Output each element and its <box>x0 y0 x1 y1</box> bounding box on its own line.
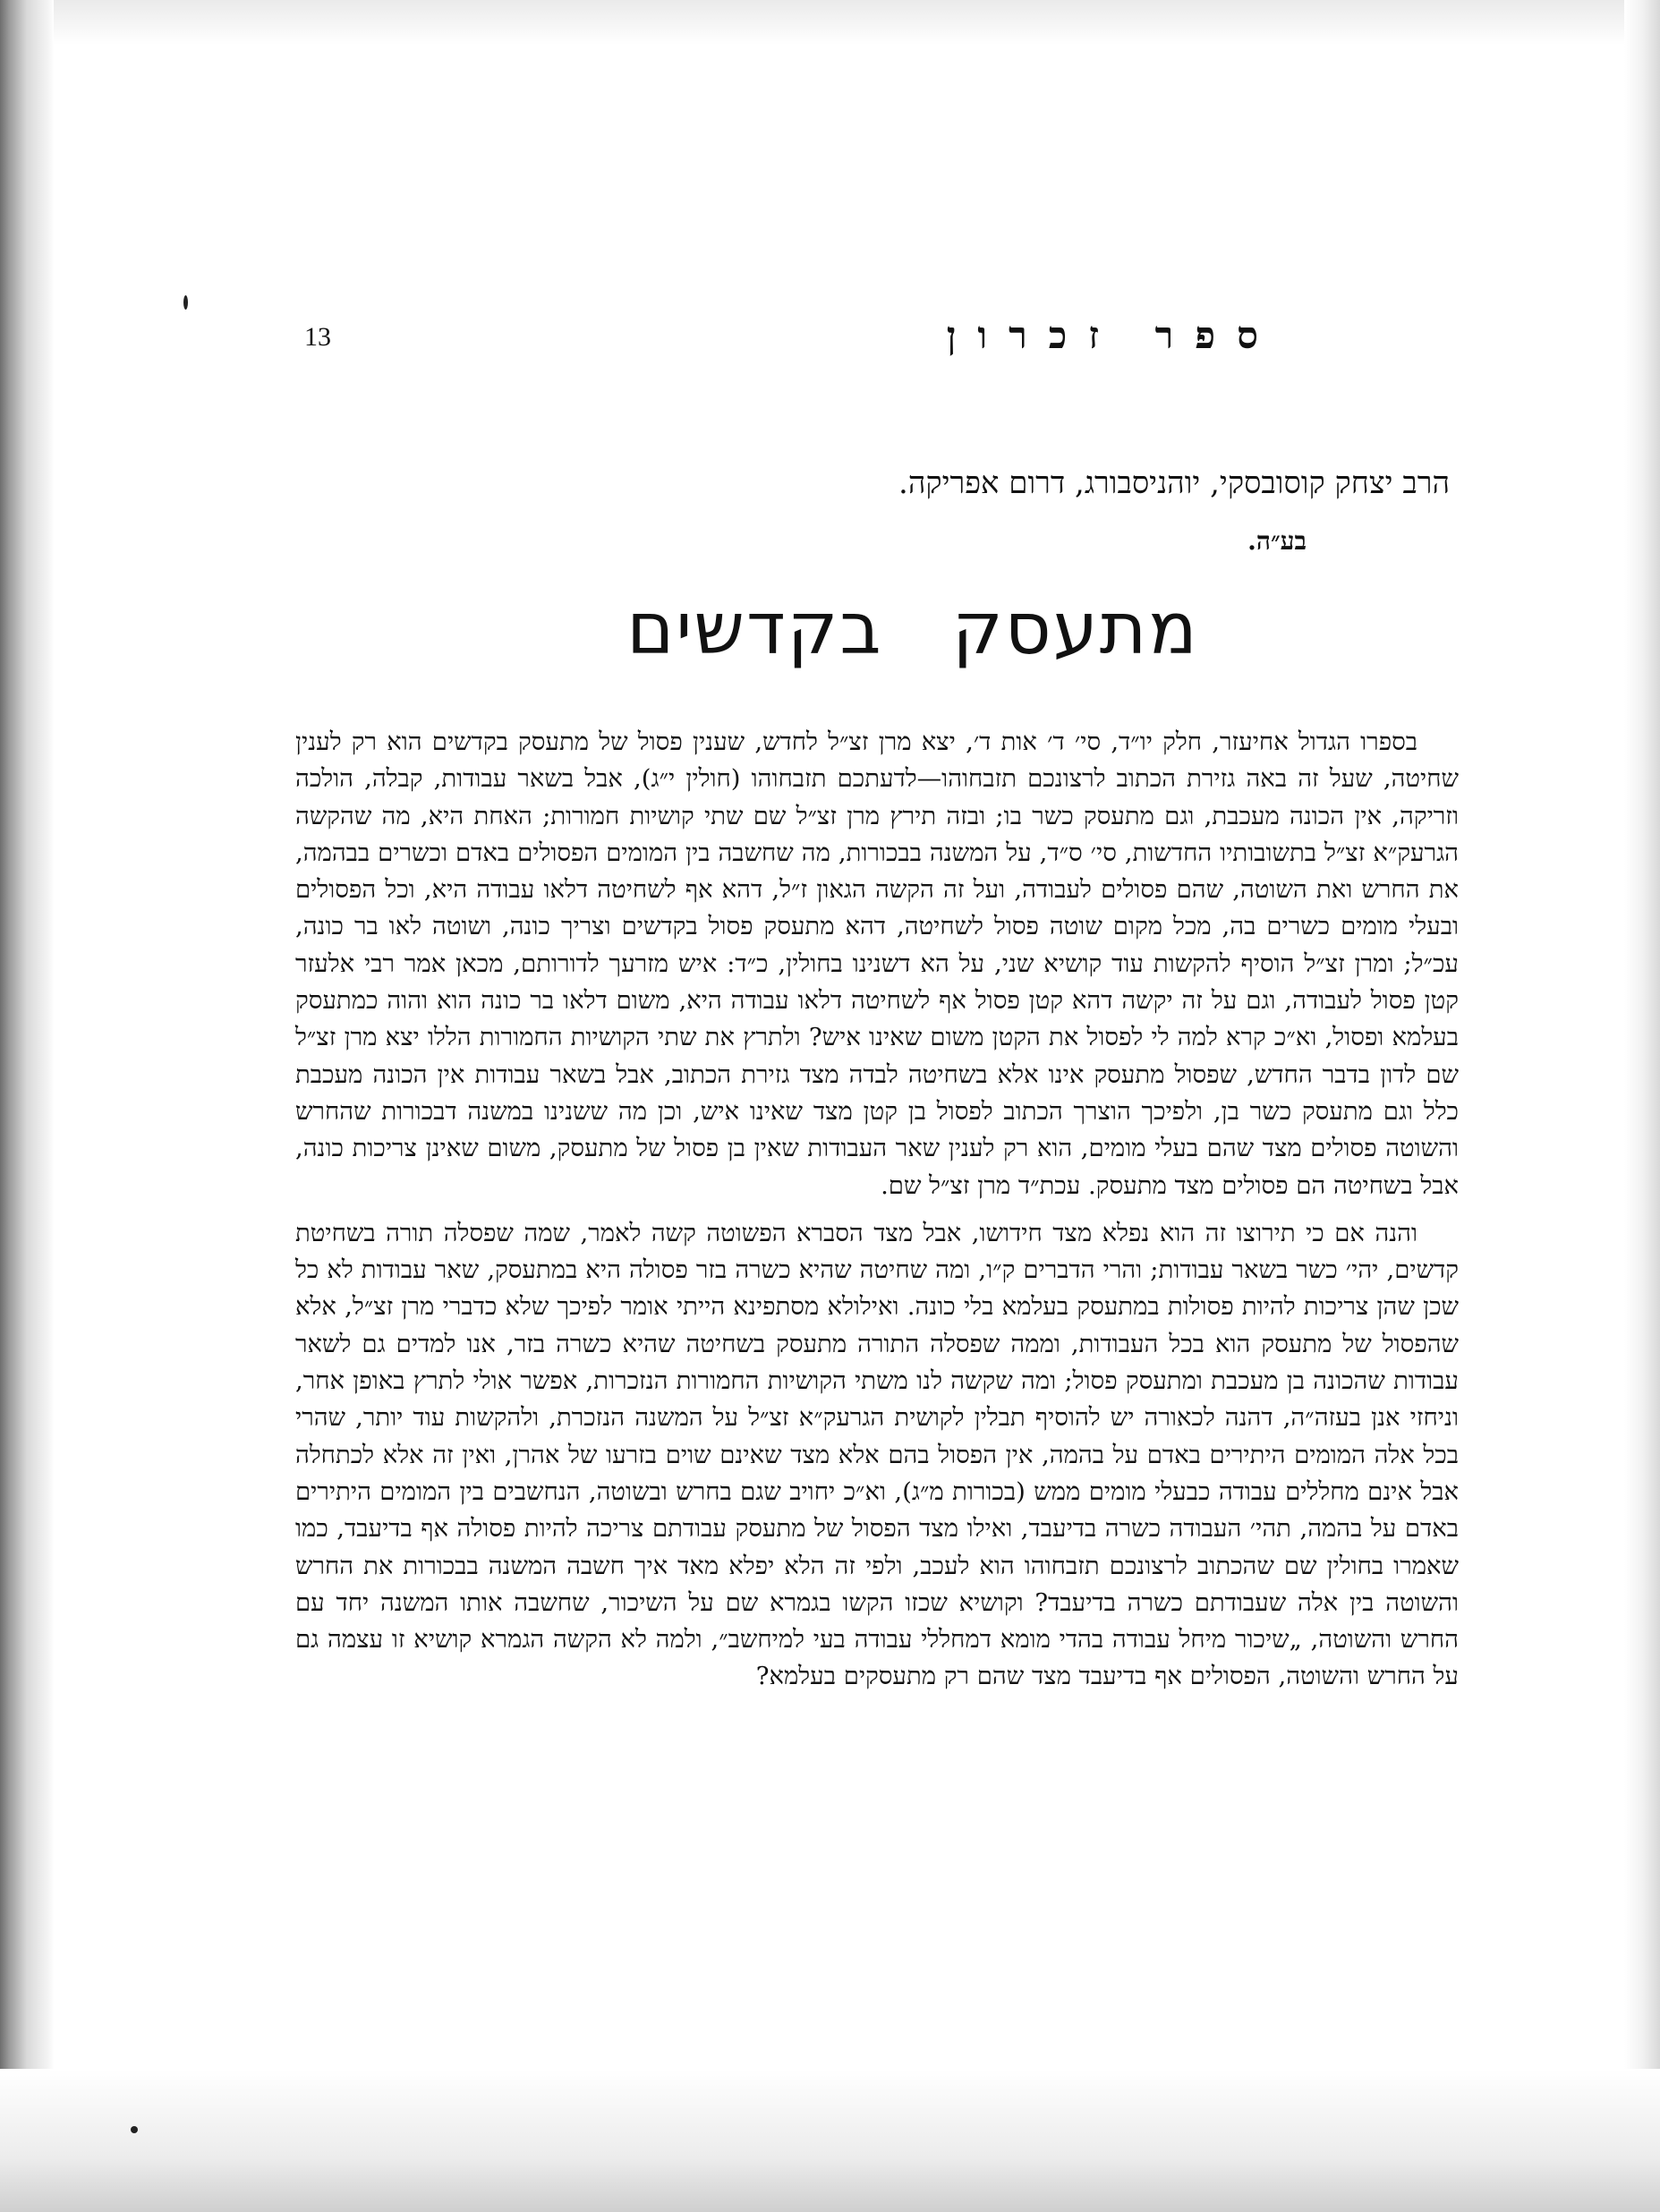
article-title: מתעסק בקדשים <box>626 587 1199 670</box>
page-number: 13 <box>304 322 331 352</box>
scan-left-edge <box>0 0 54 2212</box>
paragraph-1: בספרו הגדול אחיעזר, חלק יו״ד, סי׳ ד׳ אות ד׳, יצא מרן זצ״ל לחדש, שענין פסול של מתעסק בקדשים הוא רק לענין שחיטה, שעל זה באה גזירת הכתוב לרצונכם תזבחוהו—לדעתכם תזבחוהו (חולין י״ג), אבל בשאר עבודות, קבלה, הולכה וזריקה, אין הכונה מעכבת, וגם מתעסק כשר בו; ובזה תירץ מרן זצ״ל שם שתי קושיות חמורות; האחת היא, מה שהקשה הגרעק״א זצ״ל בתשובותיו החדשות, סי׳ ס״ד, על המשנה בבכורות, מה שחשבה בין המומים הפסולים באדם וכשרים בבהמה, את החרש ואת השוטה, שהם פסולים לעבודה, ועל זה הקשה הגאון ז״ל, דהא אף לשחיטה דלאו עבודה היא, וכל הפסולים ובעלי מומים כשרים בה, מכל מקום שוטה פסול לשחיטה, דהא מתעסק פסול בקדשים וצריך כונה, ושוטה לאו בר כונה, עכ״ל; ומרן זצ״ל הוסיף להקשות עוד קושיא שני, על הא דשנינו בחולין, כ״ד: איש מזרעך לדורותם, מכאן אמר רבי אלעזר קטן פסול לעבודה, וגם על זה יקשה דהא קטן פסול אף לשחיטה דלאו עבודה היא, משום דלאו בר כונה הוא והוה כמתעסק בעלמא ופסול, וא״כ קרא למה לי לפסול את הקטן משום שאינו איש? ולתרץ את שתי הקושיות החמורות הללו יצא מרן זצ״ל שם לדון בדבר החדש, שפסול מתעסק אינו אלא בשחיטה לבדה מצד גזירת הכתוב, אבל בשאר עבודות אין הכונה מעכבת כלל וגם מתעסק כשר בן, ולפיכך הוצרך הכתוב לפסול בן קטן מצד שאינו איש, וכן מה ששנינו במשנה דבכורות שהחרש והשוטה פסולים מצד שהם בעלי מומים, הוא רק לענין שאר העבודות שאין בן פסול של מתעסק, משום שאינן צריכות כונה, אבל בשחיטה הם פסולים מצד מתעסק. עכת״ד מרן זצ״ל שם. <box>295 727 1459 1200</box>
beh-mark: בע״ה. <box>1247 526 1307 556</box>
scan-right-edge <box>1624 0 1660 2212</box>
document-page <box>295 304 1459 1706</box>
scan-speck <box>131 2126 138 2133</box>
scan-top-edge <box>0 0 1660 45</box>
author-line: הרב יצחק קוסובסקי, יוהניסבורג, דרום אפריקה. <box>898 465 1450 501</box>
running-title: ספר זכרון <box>946 313 1280 357</box>
body-text <box>295 724 1459 1696</box>
scan-speck <box>183 295 188 310</box>
scan-bottom-edge <box>0 2069 1660 2212</box>
paragraph-2: והנה אם כי תירוצו זה הוא נפלא מצד חידושו, אבל מצד הסברא הפשוטה קשה לאמר, שמה שפסלה תורה בשחיטת קדשים, יהי׳ כשר בשאר עבודות; והרי הדברים ק״ו, ומה שחיטה שהיא כשרה בזר פסולה היא במתעסק, שאר עבודות לא כל שכן שהן צריכות להיות פסולות במתעסק בעלמא בלי כונה. ואילולא מסתפינא הייתי אומר לפיכך שלא כדברי מרן זצ״ל, אלא שהפסול של מתעסק הוא בכל העבודות, וממה שפסלה התורה מתעסק בשחיטה שהיא כשרה בזר, אנו למדים גם לשאר עבודות שהכונה בן מעכבת ומתעסק פסול; ומה שקשה לנו משתי הקושיות החמורות הנזכרות, אפשר אולי לתרץ באופן אחר, וניחזי אנן בעזה״ה, דהנה לכאורה יש להוסיף תבלין לקושית הגרעק״א זצ״ל על המשנה הנזכרת, ולהקשות עוד יותר, שהרי בכל אלה המומים היתירים באדם על בהמה, אין הפסול בהם אלא מצד שאינם שוים בזרעו של אהרן, ואין זה אלא לכתחלה אבל אינם מחללים עבודה כבעלי מומים ממש (בכורות מ״ג), וא״כ יחויב שגם בחרש ובשוטה, הנחשבים בין המומים היתירים באדם על בהמה, תהי׳ העבודה כשרה בדיעבד, ואילו מצד הפסול של מתעסק עבודתם צריכה להיות פסולה אף בדיעבד, כמו שאמרו בחולין שם שהכתוב לרצונכם תזבחוהו הוא לעכב, ולפי זה הלא יפלא מאד איך חשבה המשנה בבכורות את החרש והשוטה בין אלה שעבודתם כשרה בדיעבד? וקושיא שכזו הקשו בגמרא שם על השיכור, שחשבה אותו המשנה יחד עם החרש והשוטה, „שיכור מיחל עבודה בהדי מומא דמחללי עבודה בעי למיחשב״, ולמה לא הקשה הגמרא קושיא זו עצמה גם על החרש והשוטה, הפסולים אף בדיעבד מצד שהם רק מתעסקים בעלמא? <box>295 1218 1459 1691</box>
running-head <box>295 304 1459 367</box>
